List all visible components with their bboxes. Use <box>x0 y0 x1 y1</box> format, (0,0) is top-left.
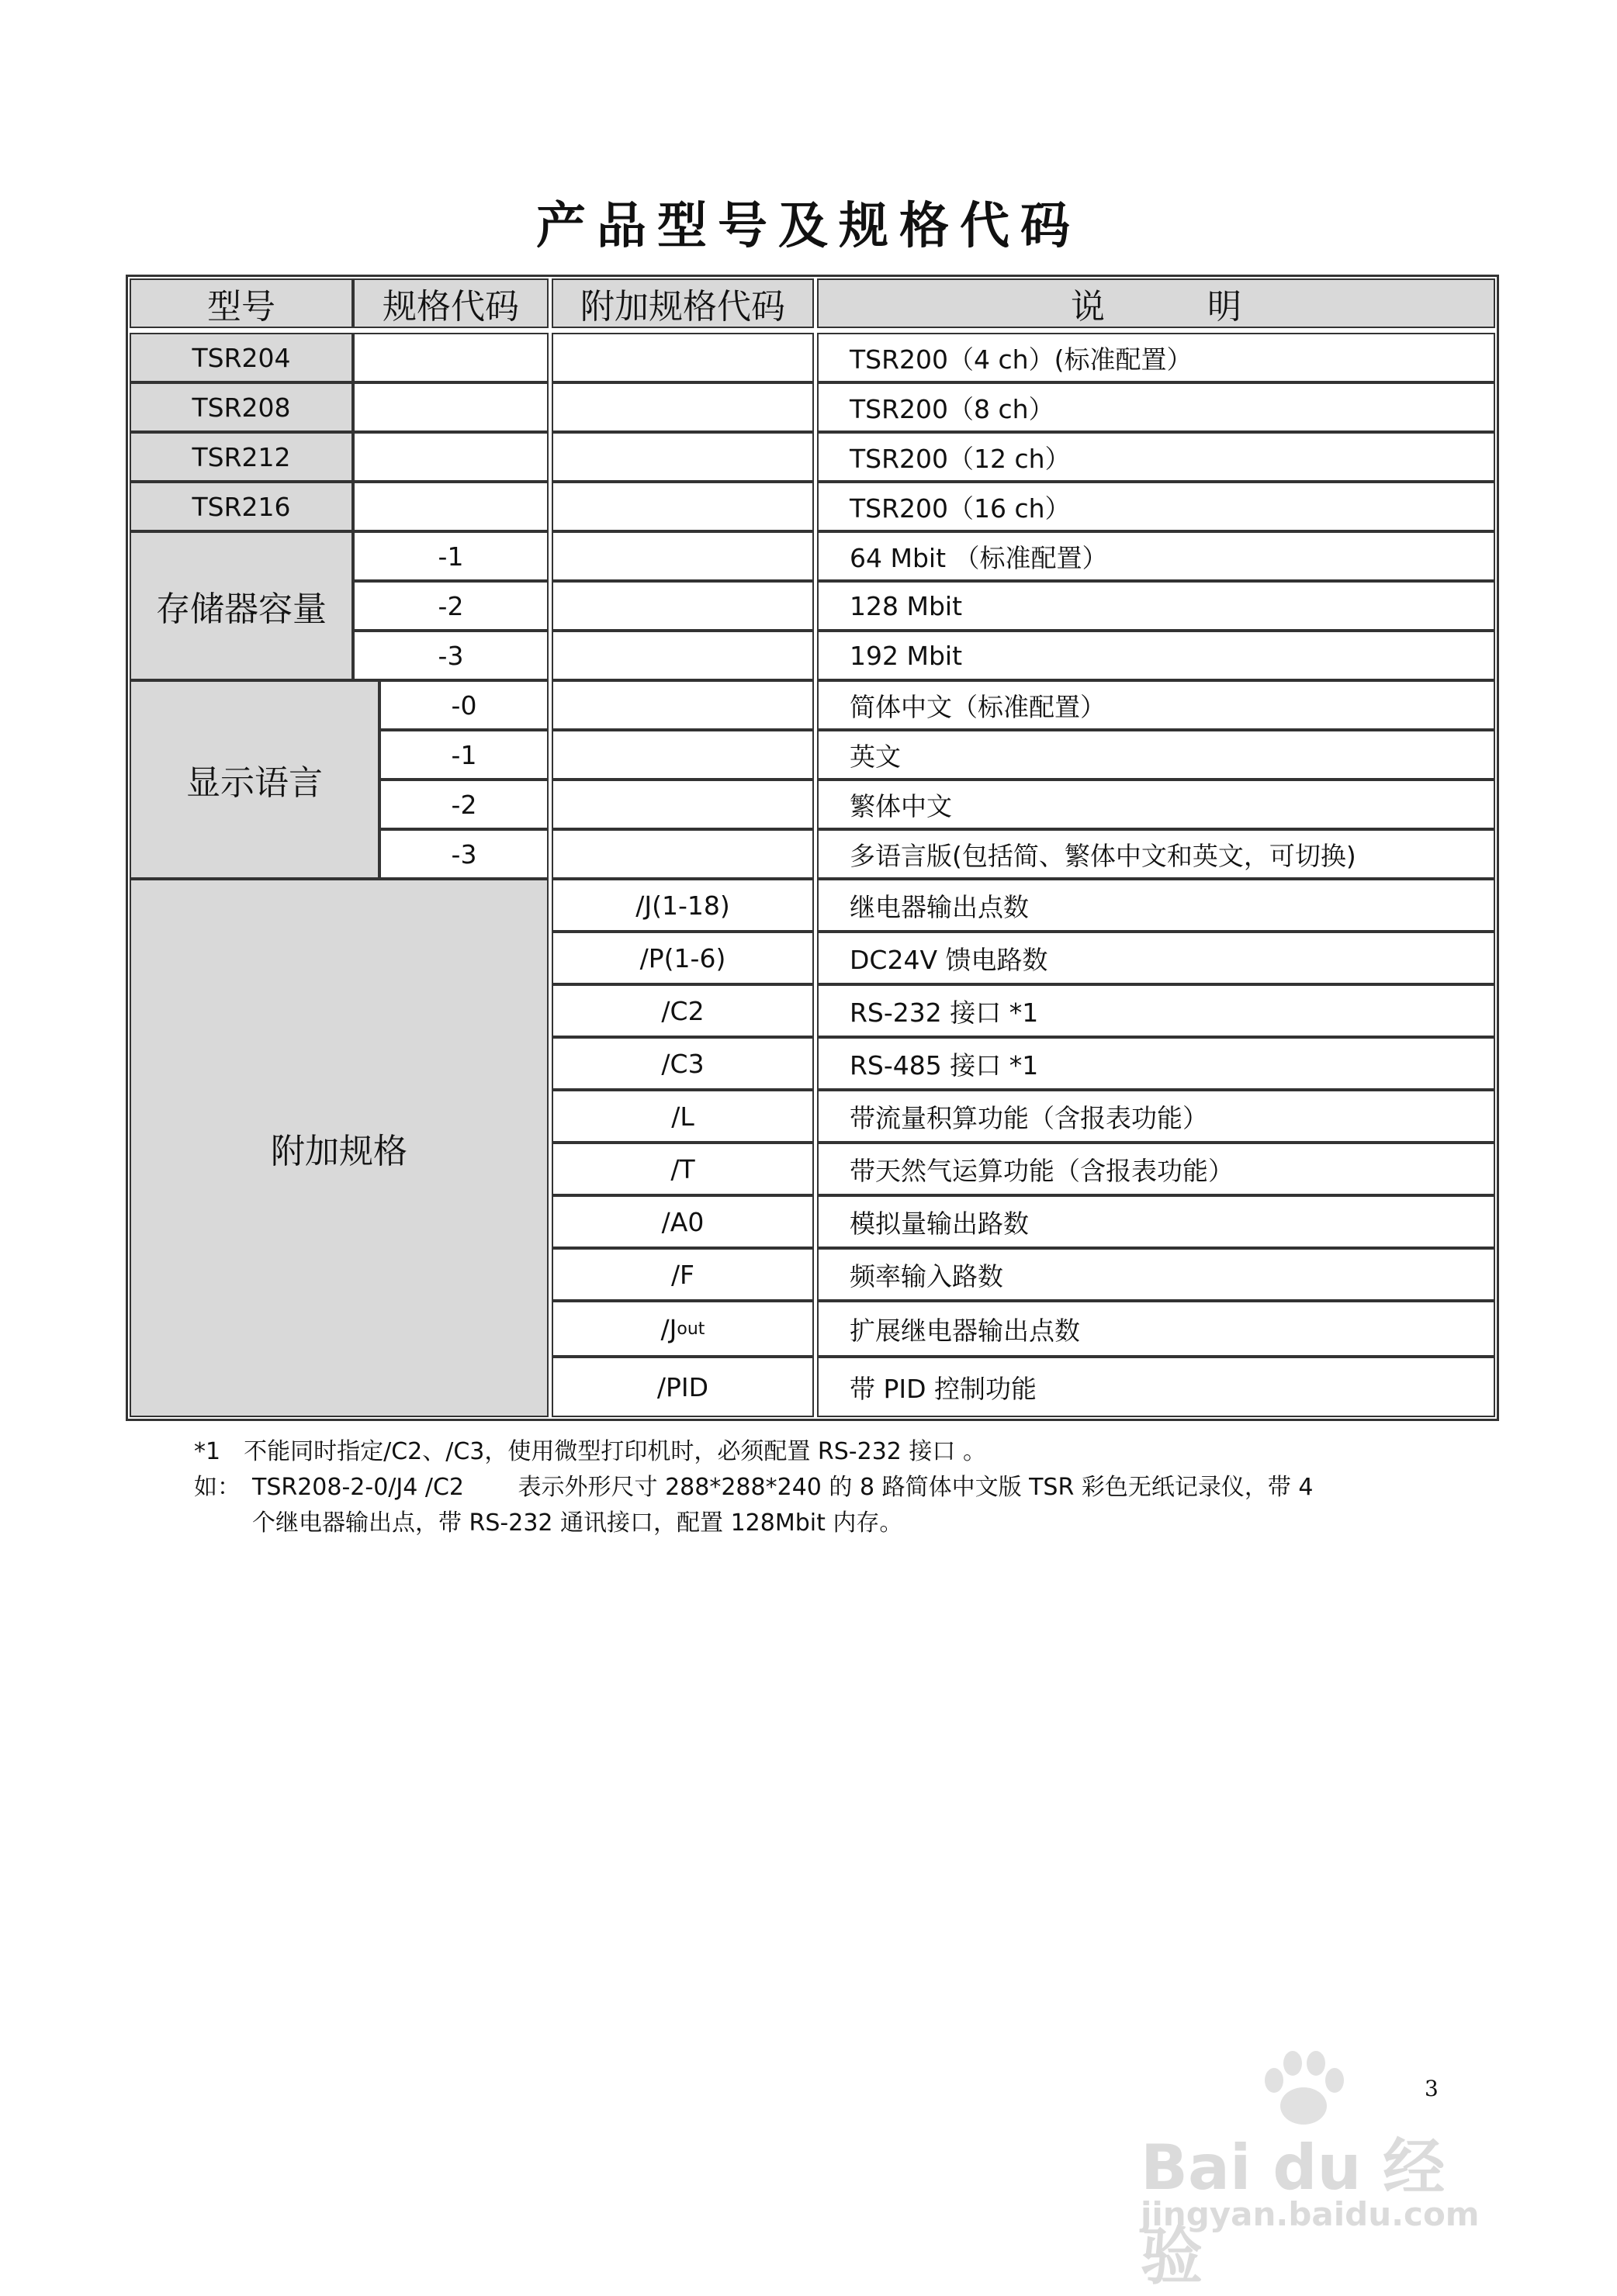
desc-cell: 64 Mbit （标准配置） <box>817 531 1495 581</box>
desc-cell: TSR200（12 ch） <box>817 432 1495 482</box>
spec-table <box>126 275 1499 1421</box>
desc-cell: 192 Mbit <box>817 631 1495 680</box>
empty-cell <box>552 680 814 730</box>
desc-cell: TSR200（8 ch） <box>817 382 1495 432</box>
code-cell: -0 <box>379 680 549 730</box>
empty-cell <box>353 432 549 482</box>
code-cell: /PID <box>552 1357 814 1417</box>
desc-cell: 英文 <box>817 730 1495 780</box>
desc-cell: 带 PID 控制功能 <box>817 1357 1495 1417</box>
model-cell: TSR216 <box>130 482 353 531</box>
code-cell: /L <box>552 1090 814 1143</box>
empty-cell <box>552 382 814 432</box>
code-cell: /C3 <box>552 1037 814 1090</box>
desc-cell: 带流量积算功能（含报表功能） <box>817 1090 1495 1143</box>
storage-group-label: 存储器容量 <box>130 531 353 680</box>
code-subscript: out <box>677 1319 705 1339</box>
code-cell: /F <box>552 1248 814 1301</box>
footnote-1: *1 不能同时指定/C2、/C3，使用微型打印机时，必须配置 RS-232 接口 。 <box>194 1438 986 1465</box>
language-group-label: 显示语言 <box>130 680 379 879</box>
empty-cell <box>552 730 814 780</box>
desc-cell: 继电器输出点数 <box>817 879 1495 932</box>
desc-cell: RS-485 接口 *1 <box>817 1037 1495 1090</box>
example-note-continued: 个继电器输出点，带 RS-232 通讯接口，配置 128Mbit 内存。 <box>252 1509 903 1537</box>
page-title: 产品型号及规格代码 <box>536 197 1081 255</box>
code-cell: /C2 <box>552 984 814 1037</box>
code-cell: -3 <box>353 631 549 680</box>
desc-cell: 频率输入路数 <box>817 1248 1495 1301</box>
code-cell: /T <box>552 1143 814 1195</box>
desc-cell: DC24V 馈电路数 <box>817 932 1495 984</box>
model-cell: TSR204 <box>130 333 353 382</box>
desc-cell: 繁体中文 <box>817 780 1495 829</box>
example-note: 如： TSR208-2-0/J4 /C2 表示外形尺寸 288*288*240 的 8 路简体中文版 TSR 彩色无纸记录仪，带 4 <box>194 1474 1314 1501</box>
code-cell: /J(1-18) <box>552 879 814 932</box>
header-model: 型号 <box>130 278 353 328</box>
empty-cell <box>552 333 814 382</box>
desc-cell: RS-232 接口 *1 <box>817 984 1495 1037</box>
desc-cell: 简体中文（标准配置） <box>817 680 1495 730</box>
empty-cell <box>552 581 814 631</box>
code-cell: -3 <box>379 829 549 879</box>
header-description: 说 明 <box>817 278 1495 328</box>
code-cell: /A0 <box>552 1195 814 1248</box>
empty-cell <box>552 531 814 581</box>
code-cell: -1 <box>353 531 549 581</box>
model-cell: TSR208 <box>130 382 353 432</box>
header-extra-code: 附加规格代码 <box>552 278 814 328</box>
desc-cell: 模拟量输出路数 <box>817 1195 1495 1248</box>
watermark-brand: Bai du 经验 <box>1141 2132 1446 2293</box>
desc-cell: 带天然气运算功能（含报表功能） <box>817 1143 1495 1195</box>
page-number: 3 <box>1425 2076 1439 2101</box>
desc-cell: TSR200（4 ch）(标准配置） <box>817 333 1495 382</box>
baidu-watermark <box>1141 2048 1505 2293</box>
empty-cell <box>353 382 549 432</box>
header-spec-code: 规格代码 <box>353 278 549 328</box>
empty-cell <box>353 482 549 531</box>
code-cell: /P(1-6) <box>552 932 814 984</box>
desc-cell: 128 Mbit <box>817 581 1495 631</box>
code-cell: -1 <box>379 730 549 780</box>
watermark-url: jingyan.baidu.com <box>1141 2195 1480 2233</box>
code-cell: -2 <box>353 581 549 631</box>
code-cell <box>552 1301 814 1357</box>
empty-cell <box>552 631 814 680</box>
empty-cell <box>353 333 549 382</box>
empty-cell <box>552 482 814 531</box>
options-group-label: 附加规格 <box>130 879 549 1417</box>
code-cell: -2 <box>379 780 549 829</box>
desc-cell: TSR200（16 ch） <box>817 482 1495 531</box>
code-text: /J <box>660 1313 677 1344</box>
desc-cell: 多语言版(包括简、繁体中文和英文，可切换) <box>817 829 1495 879</box>
empty-cell <box>552 432 814 482</box>
desc-cell: 扩展继电器输出点数 <box>817 1301 1495 1357</box>
empty-cell <box>552 780 814 829</box>
empty-cell <box>552 829 814 879</box>
model-cell: TSR212 <box>130 432 353 482</box>
